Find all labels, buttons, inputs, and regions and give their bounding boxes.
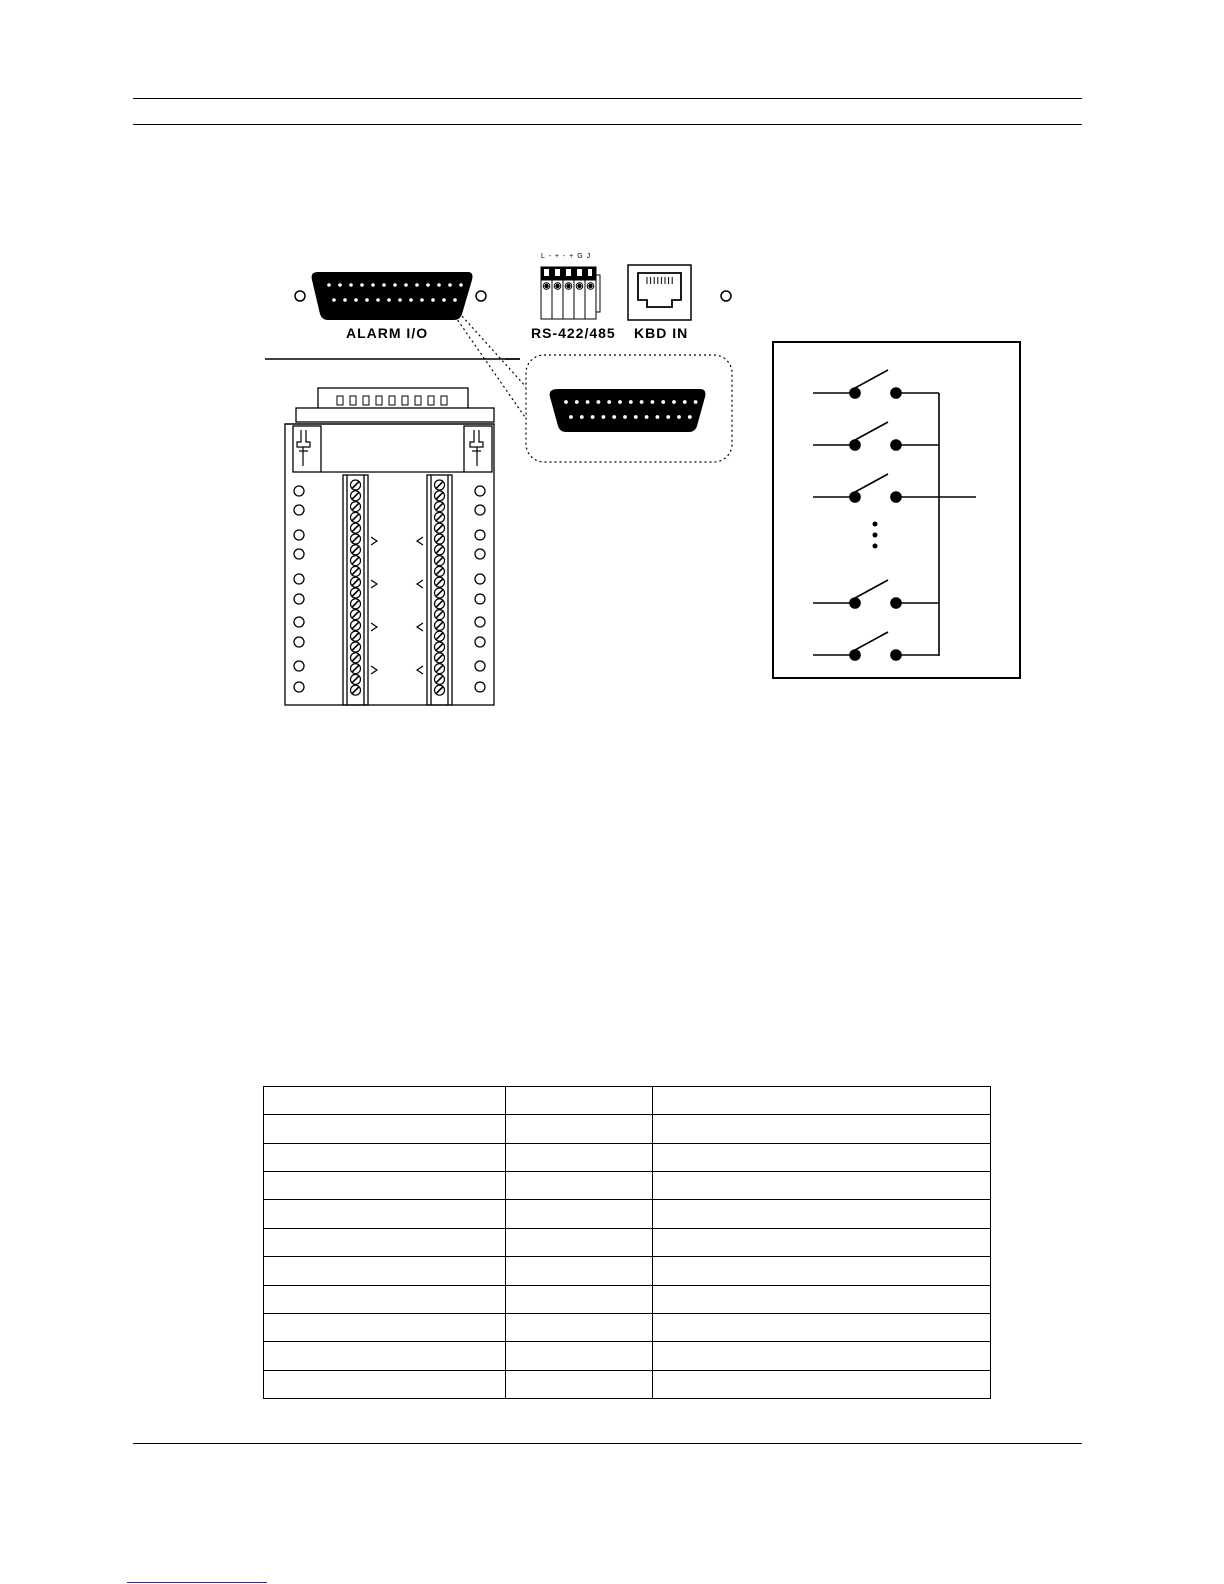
- db25-pin-enlarged: [612, 415, 616, 419]
- board-hole: [475, 530, 485, 540]
- table-cell: [506, 1342, 653, 1370]
- db25-pin: [343, 298, 347, 302]
- terminal-screw: [351, 512, 361, 522]
- rs-terminal-screw: [565, 283, 572, 290]
- board-hole: [475, 505, 485, 515]
- board-hole: [294, 594, 304, 604]
- db25-pin-enlarged: [677, 415, 681, 419]
- footer-link-underline[interactable]: [127, 1582, 267, 1583]
- terminal-board: [285, 388, 494, 705]
- table-cell: [506, 1143, 653, 1171]
- db25-pin: [398, 298, 402, 302]
- db25-pin-enlarged: [640, 400, 644, 404]
- db25-pin: [459, 283, 463, 287]
- db25-pin-enlarged: [591, 415, 595, 419]
- switch-contact: [813, 580, 939, 608]
- db25-pin-enlarged: [580, 415, 584, 419]
- terminal-screw: [351, 674, 361, 684]
- terminal-screw: [435, 664, 445, 674]
- mount-hole-kbd: [721, 291, 731, 301]
- board-connector-pin: [376, 396, 382, 405]
- table-row: [264, 1200, 991, 1228]
- db25-pin: [426, 283, 430, 287]
- terminal-screw: [435, 685, 445, 695]
- board-hole: [294, 661, 304, 671]
- db25-pin: [382, 283, 386, 287]
- db25-pin-enlarged: [656, 415, 660, 419]
- table-cell: [264, 1228, 506, 1256]
- db25-pin-enlarged: [694, 400, 698, 404]
- table-row: [264, 1172, 991, 1200]
- db25-pin: [453, 298, 457, 302]
- kbd-in-label: KBD IN: [634, 325, 689, 341]
- db25-pin-enlarged: [618, 400, 622, 404]
- table-cell: [653, 1228, 991, 1256]
- board-hole: [294, 486, 304, 496]
- table-cell: [653, 1342, 991, 1370]
- board-hole: [294, 682, 304, 692]
- db25-pin-enlarged: [688, 415, 692, 419]
- db25-pin-enlarged: [597, 400, 601, 404]
- terminal-screw: [351, 685, 361, 695]
- rs-terminal-marks: L - + - + G J: [541, 253, 592, 260]
- board-hole: [475, 486, 485, 496]
- db25-pin: [420, 298, 424, 302]
- board-hole: [294, 637, 304, 647]
- table-row: [264, 1342, 991, 1370]
- table-cell: [264, 1143, 506, 1171]
- table-cell: [264, 1115, 506, 1143]
- ellipsis-dots: [873, 522, 878, 549]
- terminal-screw: [351, 491, 361, 501]
- table-cell: [653, 1087, 991, 1115]
- db25-pin-enlarged: [569, 415, 573, 419]
- kbd-in-rj45-jack: [628, 265, 691, 320]
- rs-terminal-screw: [576, 283, 583, 290]
- footer-rule: [133, 1443, 1082, 1444]
- mount-hole-right: [476, 291, 486, 301]
- db25-pin: [354, 298, 358, 302]
- terminal-screw: [351, 566, 361, 576]
- terminal-screw: [351, 556, 361, 566]
- db25-pin-enlarged: [623, 415, 627, 419]
- terminal-screw: [435, 577, 445, 587]
- terminal-screw: [435, 502, 445, 512]
- board-hole: [475, 661, 485, 671]
- db25-pin: [437, 283, 441, 287]
- table-cell: [264, 1172, 506, 1200]
- table-row: [264, 1143, 991, 1171]
- table-cell: [506, 1115, 653, 1143]
- terminal-screw: [435, 588, 445, 598]
- db25-pin: [349, 283, 353, 287]
- table-cell: [653, 1257, 991, 1285]
- table-row: [264, 1087, 991, 1115]
- board-connector-pin: [389, 396, 395, 405]
- board-hole: [475, 637, 485, 647]
- table-cell: [653, 1370, 991, 1398]
- terminal-screw: [435, 610, 445, 620]
- board-hole: [294, 574, 304, 584]
- db25-pin: [442, 298, 446, 302]
- db25-pin: [376, 298, 380, 302]
- terminal-screw: [435, 674, 445, 684]
- table-row: [264, 1228, 991, 1256]
- board-hole: [294, 530, 304, 540]
- board-hole: [475, 617, 485, 627]
- terminal-screw: [351, 480, 361, 490]
- board-hole: [294, 617, 304, 627]
- switch-contact: [813, 370, 939, 398]
- leader-line-1: [452, 305, 527, 388]
- table-cell: [506, 1285, 653, 1313]
- terminal-screw: [351, 588, 361, 598]
- db25-pin-enlarged: [651, 400, 655, 404]
- terminal-screw: [435, 620, 445, 630]
- db25-pin-enlarged: [661, 400, 665, 404]
- terminal-screw: [351, 620, 361, 630]
- board-connector-pin: [415, 396, 421, 405]
- table-row: [264, 1313, 991, 1341]
- db25-pin-enlarged: [586, 400, 590, 404]
- terminal-screw: [435, 556, 445, 566]
- terminal-screw: [435, 599, 445, 609]
- db25-pin: [360, 283, 364, 287]
- db25-pin: [415, 283, 419, 287]
- rear-panel-figure: [0, 0, 1224, 760]
- board-connector-pin: [402, 396, 408, 405]
- table-cell: [264, 1313, 506, 1341]
- terminal-screw: [351, 610, 361, 620]
- switch-contact: [813, 632, 939, 660]
- board-hole: [475, 549, 485, 559]
- board-connector-pin: [337, 396, 343, 405]
- table-cell: [264, 1257, 506, 1285]
- db25-pin: [365, 298, 369, 302]
- pin-table: [263, 1086, 991, 1399]
- terminal-screw: [351, 502, 361, 512]
- terminal-screw: [435, 653, 445, 663]
- board-hole: [475, 594, 485, 604]
- mount-hole-left: [295, 291, 305, 301]
- terminal-screw: [351, 523, 361, 533]
- board-hole: [294, 549, 304, 559]
- db25-pin-enlarged: [629, 400, 633, 404]
- board-hole: [294, 505, 304, 515]
- table-cell: [506, 1313, 653, 1341]
- terminal-screw: [351, 599, 361, 609]
- table-cell: [264, 1342, 506, 1370]
- table-row: [264, 1115, 991, 1143]
- db25-pin: [393, 283, 397, 287]
- table-cell: [653, 1313, 991, 1341]
- terminal-screw: [351, 664, 361, 674]
- table-cell: [653, 1200, 991, 1228]
- board-connector-pin: [441, 396, 447, 405]
- switch-contact: [813, 422, 939, 450]
- terminal-screw: [435, 566, 445, 576]
- terminal-screw: [435, 523, 445, 533]
- table-cell: [264, 1087, 506, 1115]
- terminal-screw: [351, 534, 361, 544]
- db25-pin-enlarged: [672, 400, 676, 404]
- table-cell: [506, 1257, 653, 1285]
- db25-pin: [431, 298, 435, 302]
- table-cell: [506, 1087, 653, 1115]
- terminal-screw: [435, 642, 445, 652]
- terminal-screw: [435, 534, 445, 544]
- table-cell: [506, 1172, 653, 1200]
- board-connector-pin: [350, 396, 356, 405]
- alarm-db25-connector: [312, 272, 473, 320]
- terminal-screw: [351, 631, 361, 641]
- terminal-screw: [435, 480, 445, 490]
- db25-pin-enlarged: [602, 415, 606, 419]
- db25-pin-enlarged: [575, 400, 579, 404]
- table-cell: [264, 1370, 506, 1398]
- rs-terminal-screw: [554, 283, 561, 290]
- terminal-screw: [435, 512, 445, 522]
- terminal-screw: [351, 653, 361, 663]
- rs422-485-label: RS-422/485: [531, 325, 616, 341]
- table-cell: [653, 1285, 991, 1313]
- db25-pin-enlarged: [634, 415, 638, 419]
- alarm-io-label: ALARM I/O: [346, 325, 429, 341]
- table-cell: [264, 1285, 506, 1313]
- db25-pin: [448, 283, 452, 287]
- db25-pin-enlarged: [666, 415, 670, 419]
- board-connector-pin: [363, 396, 369, 405]
- board-connector-pin: [428, 396, 434, 405]
- db25-pin-enlarged: [683, 400, 687, 404]
- switch-contact: [813, 474, 939, 502]
- rs-terminal-screw: [587, 283, 594, 290]
- db25-pin-enlarged: [645, 415, 649, 419]
- table-cell: [653, 1115, 991, 1143]
- enlarged-db25-connector: [550, 389, 706, 432]
- terminal-screw: [351, 642, 361, 652]
- board-hole: [475, 574, 485, 584]
- db25-pin: [404, 283, 408, 287]
- rs-terminal-screw: [543, 283, 550, 290]
- table-cell: [264, 1200, 506, 1228]
- table-cell: [506, 1370, 653, 1398]
- board-hole: [475, 682, 485, 692]
- table-row: [264, 1257, 991, 1285]
- db25-pin: [338, 283, 342, 287]
- terminal-screw: [351, 577, 361, 587]
- db25-pin-enlarged: [564, 400, 568, 404]
- table-cell: [653, 1172, 991, 1200]
- db25-pin: [327, 283, 331, 287]
- db25-pin: [371, 283, 375, 287]
- terminal-screw: [435, 545, 445, 555]
- table-cell: [506, 1200, 653, 1228]
- db25-pin: [387, 298, 391, 302]
- table-cell: [506, 1228, 653, 1256]
- table-row: [264, 1370, 991, 1398]
- db25-pin: [332, 298, 336, 302]
- terminal-screw: [351, 545, 361, 555]
- terminal-screw: [435, 631, 445, 641]
- table-cell: [653, 1143, 991, 1171]
- db25-pin-enlarged: [607, 400, 611, 404]
- table-row: [264, 1285, 991, 1313]
- db25-pin: [409, 298, 413, 302]
- terminal-screw: [435, 491, 445, 501]
